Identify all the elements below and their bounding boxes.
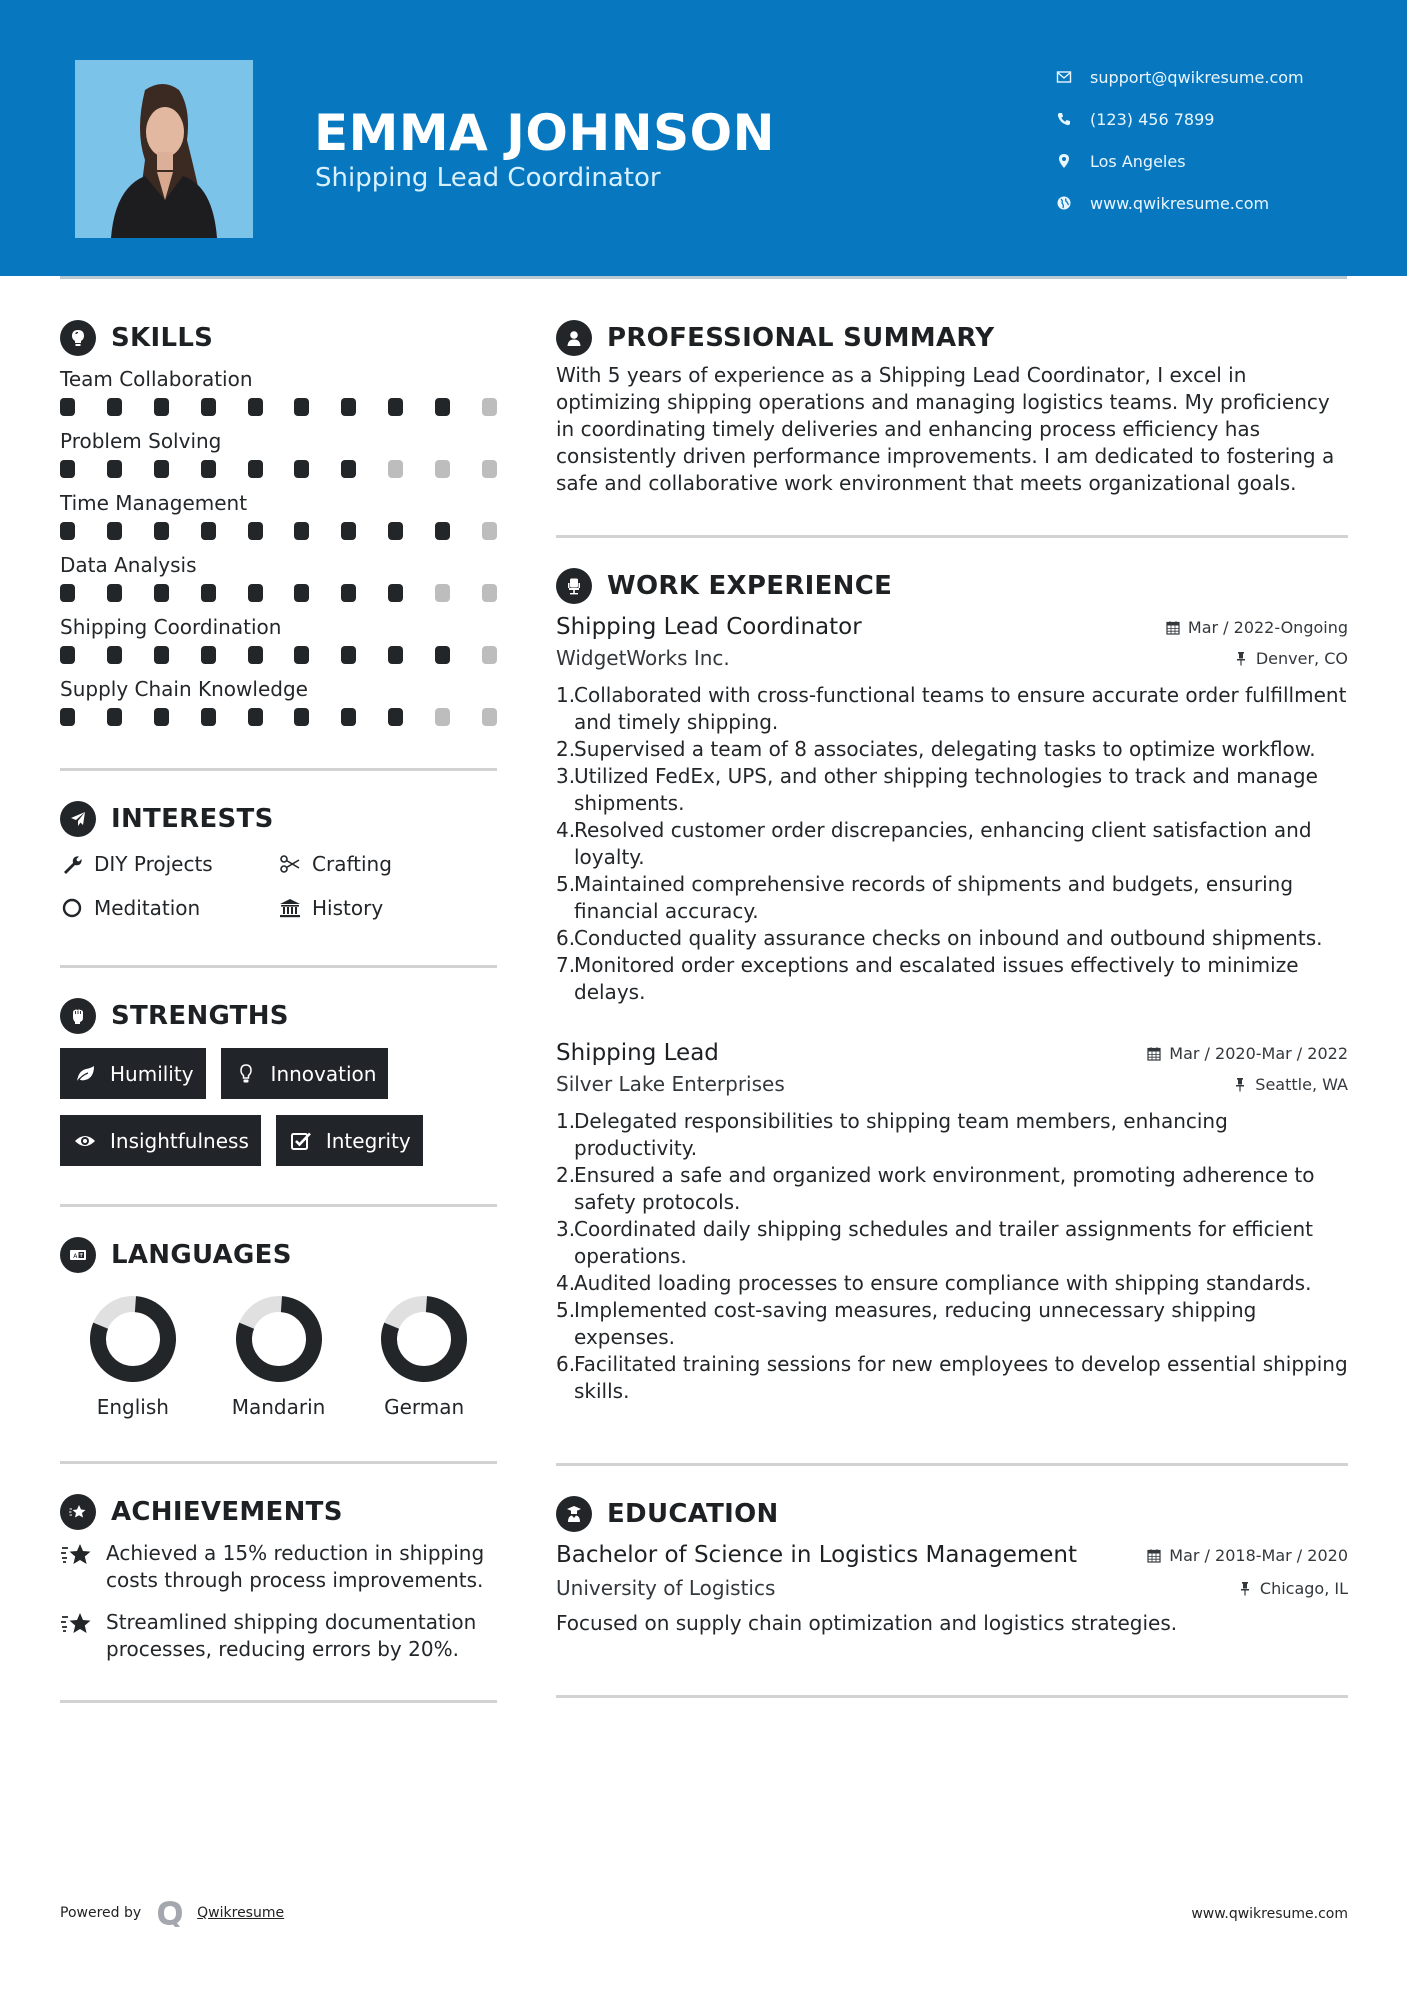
job-entry — [556, 614, 1348, 1006]
rating-dot-filled — [248, 460, 263, 478]
rating-dot-filled — [107, 646, 122, 664]
job-dates — [1147, 1044, 1348, 1063]
rating-dot-filled — [248, 522, 263, 540]
rating-dot-filled — [248, 584, 263, 602]
calendar-icon — [1147, 1548, 1161, 1563]
interest-item — [278, 847, 478, 881]
contact-list — [1054, 56, 1304, 224]
contact-email[interactable] — [1054, 56, 1304, 98]
rating-dot-empty — [482, 522, 497, 540]
rating-dot-filled — [60, 584, 75, 602]
person-photo-icon — [75, 60, 253, 238]
bullet-text: Audited loading processes to ensure compliance with shipping standards. — [574, 1271, 1312, 1295]
language-name: English — [96, 1395, 169, 1419]
rating-dot-filled — [435, 398, 450, 416]
achievement-star-icon — [60, 1609, 94, 1637]
rating-dot-filled — [201, 522, 216, 540]
right-column — [556, 318, 1348, 1698]
rating-dot-filled — [60, 460, 75, 478]
section-divider — [60, 1700, 497, 1703]
interest-item — [278, 891, 478, 925]
bullet-number: 6. — [556, 1352, 576, 1376]
strength-label: Humility — [110, 1061, 194, 1086]
rating-dot-filled — [435, 522, 450, 540]
degree-title: Bachelor of Science in Logistics Management — [556, 1542, 1078, 1568]
svg-text:A: A — [73, 1253, 78, 1260]
calendar-icon — [1147, 1046, 1161, 1061]
languages-list — [60, 1295, 497, 1419]
rating-dot-empty — [388, 460, 403, 478]
rating-dot-empty — [482, 584, 497, 602]
skill-rating — [60, 642, 497, 668]
bullet-text: Conducted quality assurance checks on inbound and outbound shipments. — [574, 926, 1323, 950]
lightbulb-icon — [60, 320, 96, 356]
resume-header — [0, 0, 1407, 276]
job-title: Shipping Lead — [556, 1040, 719, 1066]
fist-icon — [60, 998, 96, 1034]
rating-dot-filled — [201, 460, 216, 478]
strength-tag — [221, 1048, 389, 1099]
job-bullet — [556, 736, 1348, 763]
language-name: Mandarin — [231, 1395, 326, 1419]
job-bullet — [556, 1351, 1348, 1405]
education-location — [1238, 1579, 1348, 1598]
rating-dot-filled — [388, 646, 403, 664]
skills-heading — [60, 318, 497, 358]
interests-title: INTERESTS — [111, 804, 274, 834]
rating-dot-filled — [388, 522, 403, 540]
achievements-title: ACHIEVEMENTS — [111, 1497, 343, 1527]
interest-label: History — [312, 896, 384, 920]
rating-dot-filled — [154, 460, 169, 478]
skills-list — [60, 364, 497, 730]
leaf-icon — [72, 1063, 98, 1085]
language-item — [206, 1295, 352, 1419]
rating-dot-filled — [60, 646, 75, 664]
education-school-row — [556, 1576, 1348, 1600]
summary-title: PROFESSIONAL SUMMARY — [607, 323, 995, 353]
education-dates-text: Mar / 2018-Mar / 2020 — [1169, 1545, 1348, 1565]
strengths-section — [60, 996, 497, 1166]
powered-by-label: Powered by — [60, 1905, 142, 1921]
strength-label: Innovation — [270, 1061, 377, 1086]
rating-dot-filled — [294, 646, 309, 664]
rating-dot-filled — [154, 708, 169, 726]
bullet-number: 1. — [556, 683, 576, 707]
summary-section — [556, 318, 1348, 497]
rating-dot-filled — [341, 708, 356, 726]
candidate-name: EMMA JOHNSON — [314, 104, 775, 162]
education-dates — [1147, 1546, 1348, 1565]
interest-label: Crafting — [312, 852, 392, 876]
skill-name: Data Analysis — [60, 553, 197, 577]
rating-dot-empty — [482, 646, 497, 664]
pushpin-icon — [1234, 651, 1248, 666]
rating-dot-filled — [107, 460, 122, 478]
company-name: WidgetWorks Inc. — [556, 646, 730, 670]
bullet-number: 1. — [556, 1109, 576, 1133]
bullet-number: 4. — [556, 818, 576, 842]
job-dates-text: Mar / 2020-Mar / 2022 — [1169, 1043, 1348, 1063]
interest-label: Meditation — [94, 896, 201, 920]
rating-dot-filled — [388, 708, 403, 726]
skill-name: Problem Solving — [60, 429, 222, 453]
museum-icon — [278, 896, 302, 920]
job-company-row — [556, 1072, 1348, 1096]
rating-dot-empty — [435, 460, 450, 478]
experience-section — [556, 566, 1348, 1405]
job-dates — [1166, 618, 1348, 637]
achievement-item — [60, 1609, 497, 1662]
education-title: EDUCATION — [607, 1499, 779, 1529]
rating-dot-filled — [388, 398, 403, 416]
job-title-row — [556, 614, 1348, 640]
section-divider — [60, 965, 497, 968]
section-divider — [60, 768, 497, 771]
language-item — [351, 1295, 497, 1419]
section-divider — [60, 1461, 497, 1464]
bullet-number: 6. — [556, 926, 576, 950]
skill-rating — [60, 394, 497, 420]
rating-dot-filled — [154, 646, 169, 664]
bullet-text: Facilitated training sessions for new employees to develop essential shipping skills. — [574, 1352, 1348, 1403]
rating-dot-filled — [341, 398, 356, 416]
contact-location-text: Los Angeles — [1090, 151, 1186, 171]
map-pin-icon — [1054, 151, 1074, 171]
bullet-text: Implemented cost-saving measures, reducing unnecessary shipping expenses. — [574, 1298, 1257, 1349]
interest-label: DIY Projects — [94, 852, 213, 876]
bullet-number: 5. — [556, 1298, 576, 1322]
job-location — [1234, 649, 1348, 668]
qwikresume-link[interactable]: Qwikresume — [197, 1905, 285, 1921]
bullet-number: 3. — [556, 1217, 576, 1241]
contact-email-text: support@qwikresume.com — [1090, 67, 1304, 87]
experience-title: WORK EXPERIENCE — [607, 571, 893, 601]
bullet-text: Resolved customer order discrepancies, enhancing client satisfaction and loyalty. — [574, 818, 1312, 869]
language-donut-chart — [235, 1295, 323, 1383]
rating-dot-filled — [201, 646, 216, 664]
rating-dot-filled — [341, 646, 356, 664]
skill-rating — [60, 518, 497, 544]
job-company-row — [556, 646, 1348, 670]
languages-section — [60, 1235, 497, 1419]
contact-phone[interactable] — [1054, 98, 1304, 140]
footer-powered-by — [60, 1898, 284, 1928]
strengths-heading — [60, 996, 497, 1036]
skill-rating — [60, 580, 497, 606]
rating-dot-filled — [60, 708, 75, 726]
bullet-number: 7. — [556, 953, 576, 977]
skill-name: Shipping Coordination — [60, 615, 282, 639]
section-divider — [60, 1204, 497, 1207]
rating-dot-filled — [154, 522, 169, 540]
job-bullet — [556, 817, 1348, 871]
contact-phone-text: (123) 456 7899 — [1090, 109, 1215, 129]
rating-dot-filled — [107, 522, 122, 540]
checkbox-icon — [288, 1130, 314, 1152]
strength-tag — [276, 1115, 423, 1166]
pushpin-icon — [1233, 1077, 1247, 1092]
section-divider — [556, 535, 1348, 538]
rating-dot-filled — [294, 708, 309, 726]
language-name: German — [384, 1395, 465, 1419]
section-divider — [556, 1463, 1348, 1466]
language-icon — [60, 1237, 96, 1273]
rating-dot-filled — [60, 522, 75, 540]
rating-dot-filled — [435, 646, 450, 664]
language-donut-chart — [380, 1295, 468, 1383]
office-chair-icon — [556, 568, 592, 604]
circle-icon — [60, 896, 84, 920]
language-donut-chart — [89, 1295, 177, 1383]
bullet-text: Delegated responsibilities to shipping team members, enhancing productivity. — [574, 1109, 1228, 1160]
education-heading — [556, 1494, 1348, 1534]
strengths-title: STRENGTHS — [111, 1001, 289, 1031]
rating-dot-filled — [60, 398, 75, 416]
rating-dot-filled — [154, 584, 169, 602]
star-badge-icon — [60, 1494, 96, 1530]
bullet-number: 5. — [556, 872, 576, 896]
job-location-text: Seattle, WA — [1255, 1074, 1348, 1094]
skill-name: Team Collaboration — [60, 367, 253, 391]
skills-section — [60, 318, 497, 730]
rating-dot-empty — [482, 460, 497, 478]
job-bullet — [556, 1270, 1348, 1297]
languages-heading — [60, 1235, 497, 1275]
bullet-text: Ensured a safe and organized work environment, promoting adherence to safety protocols. — [574, 1163, 1315, 1214]
phone-icon — [1054, 109, 1074, 129]
achievements-heading — [60, 1492, 497, 1532]
globe-icon — [1054, 193, 1074, 213]
rating-dot-filled — [154, 398, 169, 416]
rating-dot-filled — [107, 398, 122, 416]
lightbulb-icon — [233, 1063, 259, 1085]
job-bullet — [556, 952, 1348, 1006]
rating-dot-filled — [107, 584, 122, 602]
job-list — [556, 614, 1348, 1405]
languages-title: LANGUAGES — [111, 1240, 292, 1270]
wrench-icon — [60, 852, 84, 876]
contact-website-text: www.qwikresume.com — [1090, 193, 1270, 213]
user-icon — [556, 320, 592, 356]
eye-icon — [72, 1130, 98, 1152]
rating-dot-filled — [341, 522, 356, 540]
experience-heading — [556, 566, 1348, 606]
achievement-star-icon — [60, 1540, 94, 1568]
profile-photo — [75, 60, 253, 238]
scissors-icon — [278, 852, 302, 876]
interest-item — [60, 891, 278, 925]
bullet-text: Supervised a team of 8 associates, delegating tasks to optimize workflow. — [574, 737, 1316, 761]
summary-text: With 5 years of experience as a Shipping Lead Coordinator, I excel in optimizing shipping operations and managing logistics teams. My proficiency in coordinating timely deliveries and enhancing process efficiency has consistently driven performance improvements. I am dedicated to fostering a safe and collaborative work environment that meets organizational goals. — [556, 363, 1335, 495]
bullet-number: 4. — [556, 1271, 576, 1295]
rating-dot-filled — [388, 584, 403, 602]
company-name: Silver Lake Enterprises — [556, 1072, 785, 1096]
rating-dot-filled — [341, 460, 356, 478]
summary-heading — [556, 318, 1348, 358]
interests-section — [60, 799, 497, 925]
job-bullet — [556, 763, 1348, 817]
contact-location — [1054, 140, 1304, 182]
achievements-section — [60, 1492, 497, 1662]
job-dates-text: Mar / 2022-Ongoing — [1187, 617, 1348, 637]
bullet-text: Collaborated with cross-functional teams to ensure accurate order fulfillment and timely shipping. — [574, 683, 1347, 734]
skill-name: Time Management — [60, 491, 248, 515]
bullet-number: 3. — [556, 764, 576, 788]
rating-dot-filled — [341, 584, 356, 602]
job-location-text: Denver, CO — [1255, 648, 1348, 668]
qwikresume-logo-icon — [153, 1898, 187, 1928]
education-description: Focused on supply chain optimization and logistics strategies. — [556, 1611, 1178, 1635]
calendar-icon — [1166, 620, 1180, 635]
interest-item — [60, 847, 278, 881]
rating-dot-filled — [294, 522, 309, 540]
strength-tag — [60, 1048, 206, 1099]
job-location — [1233, 1075, 1348, 1094]
rating-dot-filled — [201, 584, 216, 602]
section-divider — [556, 1695, 1348, 1698]
left-column — [60, 318, 497, 1703]
pushpin-icon — [1238, 1581, 1252, 1596]
rating-dot-empty — [435, 584, 450, 602]
paper-plane-icon — [60, 801, 96, 837]
rating-dot-filled — [294, 460, 309, 478]
skill-rating — [60, 456, 497, 482]
strength-label: Insightfulness — [110, 1128, 249, 1153]
header-divider — [60, 276, 1347, 279]
skill-rating — [60, 704, 497, 730]
rating-dot-filled — [201, 708, 216, 726]
job-title-row — [556, 1040, 1348, 1066]
rating-dot-filled — [294, 398, 309, 416]
job-bullet — [556, 1162, 1348, 1216]
job-bullet — [556, 1297, 1348, 1351]
education-location-text: Chicago, IL — [1259, 1578, 1348, 1598]
rating-dot-empty — [435, 708, 450, 726]
bullet-text: Maintained comprehensive records of shipments and budgets, ensuring financial accuracy. — [574, 872, 1294, 923]
bullet-number: 2. — [556, 1163, 576, 1187]
job-bullet — [556, 682, 1348, 736]
rating-dot-filled — [248, 708, 263, 726]
bullet-number: 2. — [556, 737, 576, 761]
job-bullet — [556, 925, 1348, 952]
bullet-text: Utilized FedEx, UPS, and other shipping technologies to track and manage shipments. — [574, 764, 1318, 815]
rating-dot-filled — [248, 646, 263, 664]
strengths-list — [60, 1048, 497, 1166]
rating-dot-filled — [294, 584, 309, 602]
interests-heading — [60, 799, 497, 839]
candidate-title: Shipping Lead Coordinator — [315, 163, 661, 193]
footer-website[interactable]: www.qwikresume.com — [1191, 1906, 1348, 1922]
contact-website[interactable] — [1054, 182, 1304, 224]
job-bullet — [556, 1108, 1348, 1162]
achievement-item — [60, 1540, 497, 1593]
school-name: University of Logistics — [556, 1576, 776, 1600]
achievement-text: Achieved a 15% reduction in shipping costs through process improvements. — [106, 1541, 485, 1592]
language-item — [60, 1295, 206, 1419]
education-section — [556, 1494, 1348, 1637]
graduate-icon — [556, 1496, 592, 1532]
job-bullets — [556, 1108, 1348, 1405]
strength-label: Integrity — [325, 1128, 411, 1153]
achievement-text: Streamlined shipping documentation processes, reducing errors by 20%. — [106, 1610, 477, 1661]
strength-tag — [60, 1115, 261, 1166]
job-entry — [556, 1040, 1348, 1405]
rating-dot-filled — [248, 398, 263, 416]
job-bullet — [556, 871, 1348, 925]
rating-dot-filled — [201, 398, 216, 416]
rating-dot-empty — [482, 708, 497, 726]
rating-dot-filled — [107, 708, 122, 726]
envelope-icon — [1054, 67, 1074, 87]
job-bullets — [556, 682, 1348, 1006]
bullet-text: Coordinated daily shipping schedules and trailer assignments for efficient operations. — [574, 1217, 1313, 1268]
skill-name: Supply Chain Knowledge — [60, 677, 308, 701]
job-title: Shipping Lead Coordinator — [556, 614, 862, 640]
bullet-text: Monitored order exceptions and escalated issues effectively to minimize delays. — [574, 953, 1299, 1004]
skills-title: SKILLS — [111, 323, 214, 353]
interests-list — [60, 847, 497, 925]
education-row — [556, 1542, 1348, 1568]
job-bullet — [556, 1216, 1348, 1270]
rating-dot-empty — [482, 398, 497, 416]
